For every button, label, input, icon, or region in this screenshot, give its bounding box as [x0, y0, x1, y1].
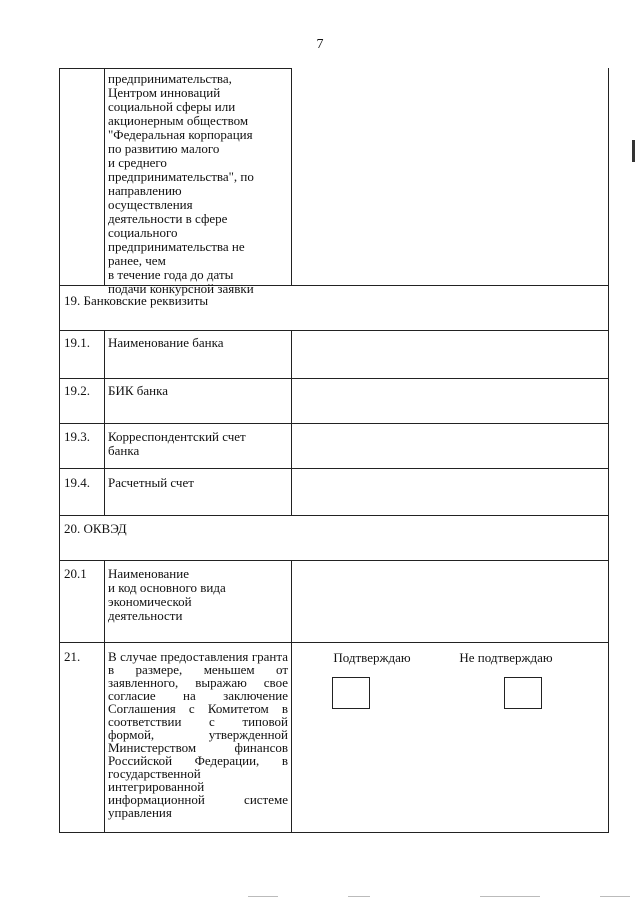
column-divider-label — [291, 330, 292, 515]
page-number: 7 — [316, 37, 324, 52]
row-20-1-label: Наименование и код основного вида экономической деятельности — [108, 566, 226, 623]
row-19-3-label: Корреспондентский счет банка — [108, 429, 246, 458]
row-19-2-label: БИК банка — [108, 383, 169, 398]
column-divider-number — [104, 560, 105, 833]
table-border-bottom — [59, 832, 609, 833]
row-19-3-value-field[interactable] — [293, 424, 607, 467]
row-19-4-number: 19.4. — [64, 475, 90, 490]
column-divider-number — [104, 330, 105, 515]
table-border-top — [59, 68, 292, 69]
section-19-title: 19. Банковские реквизиты — [64, 293, 209, 308]
row-19-4-label: Расчетный счет — [108, 475, 194, 490]
row-21-number: 21. — [64, 649, 81, 664]
row-19-1-value-field[interactable] — [293, 331, 607, 377]
row-19-3-number: 19.3. — [64, 429, 90, 444]
deny-label: Не подтверждаю — [459, 650, 553, 665]
column-divider-label — [291, 560, 292, 833]
confirm-label: Подтверждаю — [333, 650, 411, 665]
scan-edge-mark — [632, 140, 635, 162]
scan-footer-mark — [248, 896, 278, 897]
scan-footer-mark — [600, 896, 630, 897]
table-row-divider — [59, 515, 609, 516]
column-divider-label — [291, 68, 292, 286]
scan-footer-mark — [348, 896, 370, 897]
row-21-consent-text: В случае предоставления гранта в размере, меньшем от заявленного, выражаю свое согласие на заключение Соглашения с Комитетом в соответствии с типовой формой, утвержденной Министерством финансов Российской Федерации, в государственной интегрированной информационной системе управления — [108, 649, 288, 820]
confirm-checkbox[interactable] — [332, 677, 370, 709]
row-19-2-number: 19.2. — [64, 383, 90, 398]
row-20-1-value-field[interactable] — [293, 561, 607, 641]
row-19-1-number: 19.1. — [64, 335, 90, 350]
row-19-4-value-field[interactable] — [293, 469, 607, 514]
table-border-left — [59, 68, 60, 833]
continued-criterion-text: предпринимательства, Центром инноваций социальной сферы или акционерным обществом "Федеральная корпорация по развитию малого и среднего предпринимательства", по направлению осуществления деятельности в сфере социального предпринимательства не ранее, чем в течение года до даты подачи конкурсной заявки — [108, 71, 254, 296]
table-row-divider — [59, 642, 609, 643]
row-19-2-value-field[interactable] — [293, 379, 607, 422]
section-20-title: 20. ОКВЭД — [64, 521, 127, 536]
table-border-right — [608, 68, 609, 833]
row-19-1-label: Наименование банка — [108, 335, 224, 350]
column-divider-number — [104, 68, 105, 286]
scan-footer-mark — [480, 896, 540, 897]
deny-checkbox[interactable] — [504, 677, 542, 709]
row-20-1-number: 20.1 — [64, 566, 87, 581]
